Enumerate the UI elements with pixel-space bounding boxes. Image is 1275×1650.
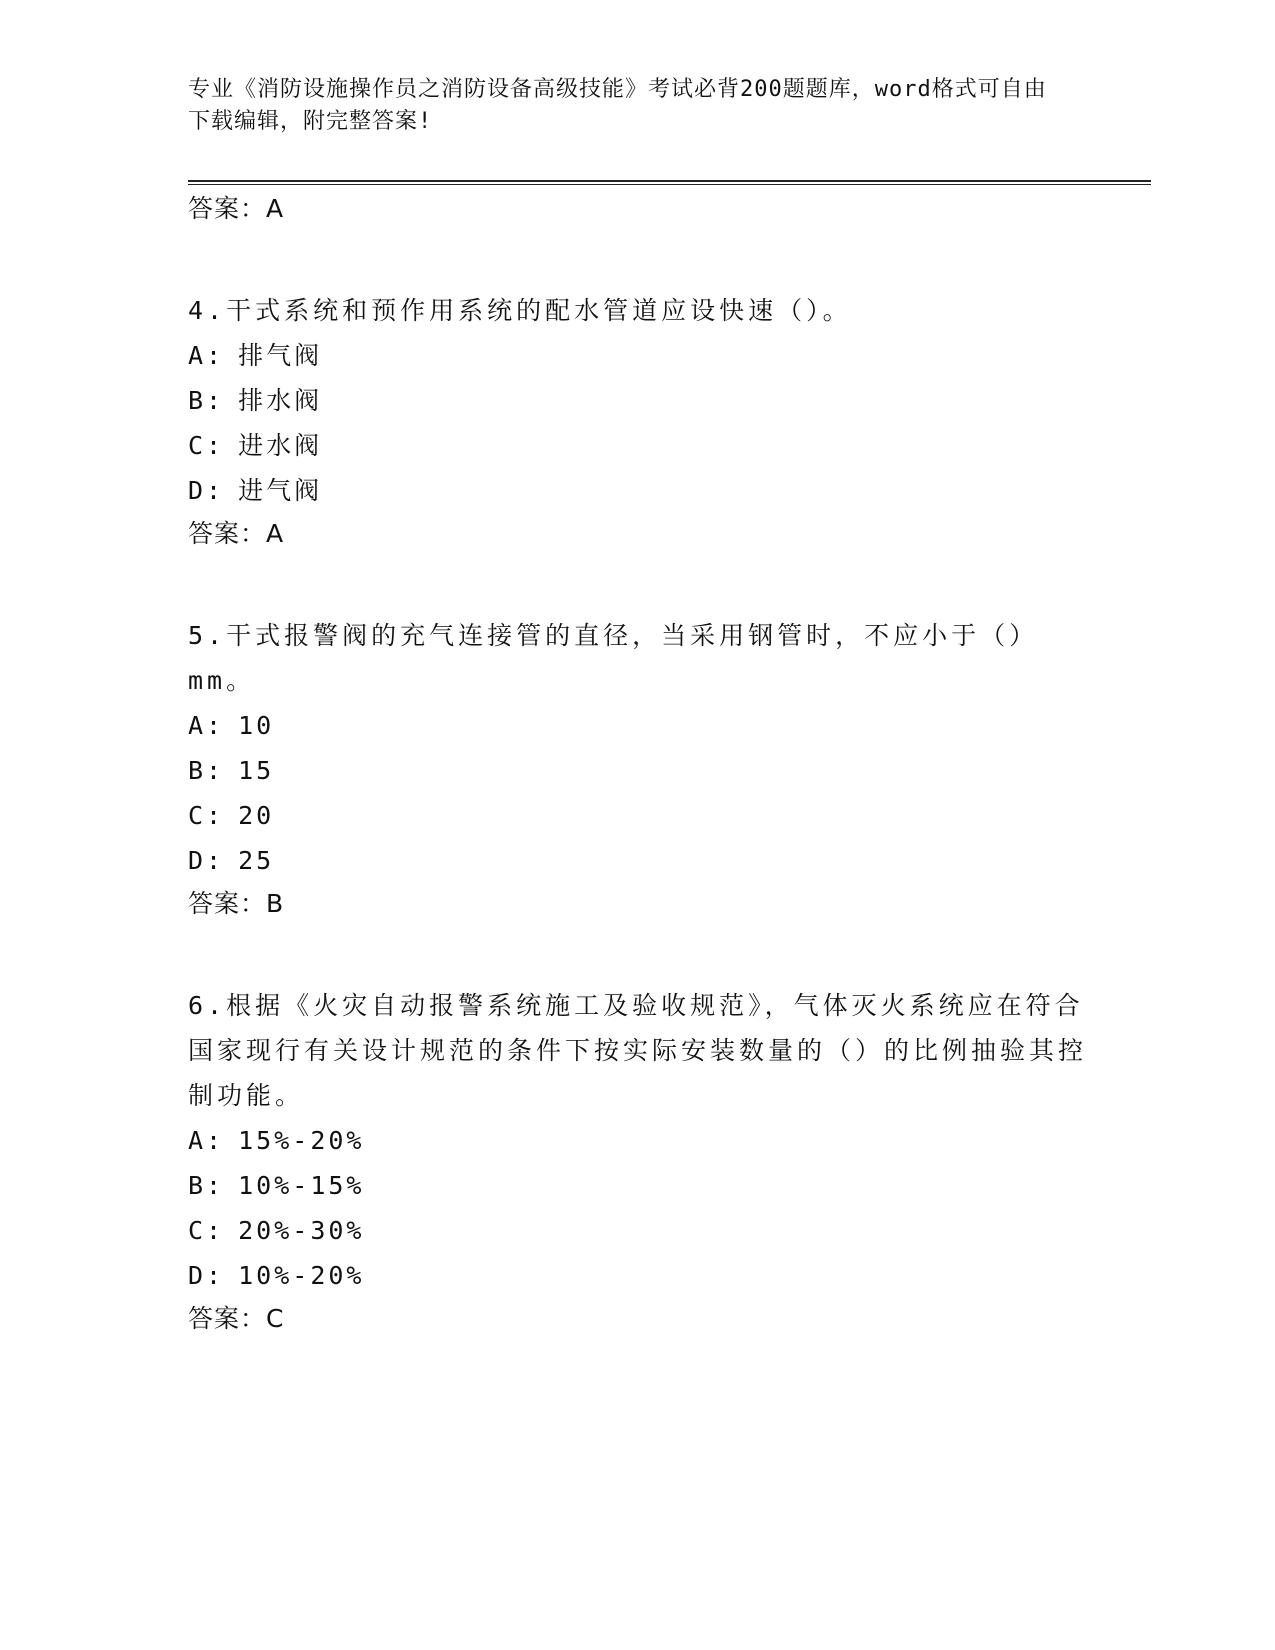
question-stem: 4.干式系统和预作用系统的配水管道应设快速（）。 (188, 296, 852, 325)
option-key: D: (188, 476, 225, 505)
question-stem: 6.根据《火灾自动报警系统施工及验收规范》，气体灭火系统应在符合国家现行有关设计规范的条件下按实际安装数量的（）的比例抽验其控制功能。 (188, 991, 1088, 1110)
option-text: 15%-20% (238, 1126, 365, 1155)
option-text: 20%-30% (238, 1216, 365, 1245)
option-text: 20 (238, 801, 275, 830)
question-6 (188, 983, 1088, 1336)
option-text: 排气阀 (238, 341, 323, 370)
option-text: 进水阀 (238, 431, 323, 460)
option-key: A: (188, 711, 225, 740)
option-text: 10 (238, 711, 275, 740)
option-a (188, 1118, 1088, 1163)
option-key: A: (188, 1126, 225, 1155)
answer-label: 答案：B (188, 889, 285, 918)
option-key: D: (188, 1261, 225, 1290)
option-d (188, 1253, 1088, 1298)
option-c (188, 793, 1088, 838)
option-key: A: (188, 341, 225, 370)
answer-label: 答案：C (188, 1304, 285, 1333)
option-key: C: (188, 1216, 225, 1245)
document-body (188, 192, 1088, 1336)
answer-label: 答案：A (188, 519, 285, 548)
header-divider (188, 180, 1151, 185)
option-b (188, 1163, 1088, 1208)
option-text: 15 (238, 756, 275, 785)
option-a (188, 333, 1088, 378)
option-key: C: (188, 431, 225, 460)
option-key: B: (188, 1171, 225, 1200)
question-4 (188, 288, 1088, 551)
option-d (188, 838, 1088, 883)
option-key: C: (188, 801, 225, 830)
option-a (188, 703, 1088, 748)
option-text: 10%-20% (238, 1261, 365, 1290)
option-b (188, 748, 1088, 793)
option-key: B: (188, 386, 225, 415)
question-stem: 5.干式报警阀的充气连接管的直径，当采用钢管时，不应小于（）mm。 (188, 621, 1039, 695)
question-5 (188, 613, 1088, 921)
option-b (188, 378, 1088, 423)
answer-label: 答案：A (188, 194, 285, 223)
option-c (188, 423, 1088, 468)
option-text: 25 (238, 846, 275, 875)
option-key: B: (188, 756, 225, 785)
page-header: 专业《消防设施操作员之消防设备高级技能》考试必背200题题库，word格式可自由下载编辑，附完整答案! (188, 77, 1047, 134)
option-text: 10%-15% (238, 1171, 365, 1200)
option-d (188, 468, 1088, 513)
option-c (188, 1208, 1088, 1253)
option-key: D: (188, 846, 225, 875)
option-text: 进气阀 (238, 476, 323, 505)
option-text: 排水阀 (238, 386, 323, 415)
